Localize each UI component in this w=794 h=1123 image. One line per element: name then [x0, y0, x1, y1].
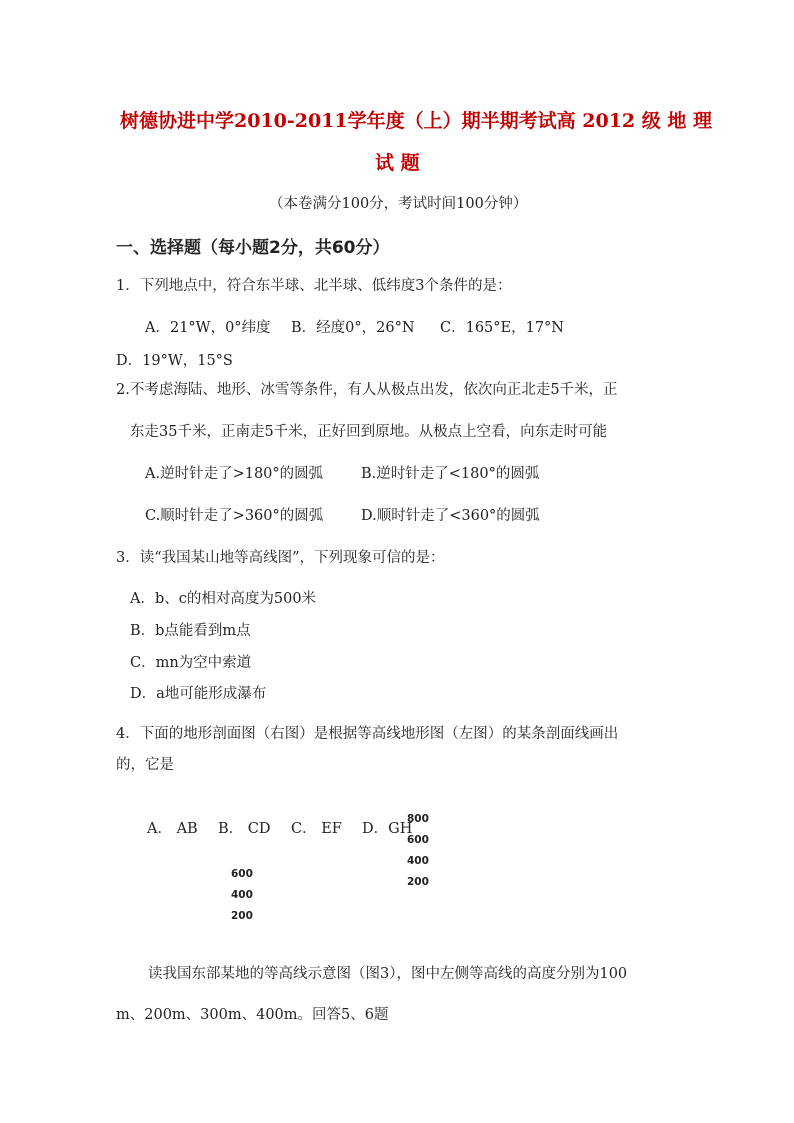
- question-3-stem: 3．读“我国某山地等高线图”，下列现象可信的是：: [116, 550, 445, 566]
- section-heading: 一、选择题（每小题2分，共60分）: [116, 238, 390, 258]
- page-title: 树德协进中学2010-2011学年度（上）期半期考试高 2012 级 地 理: [120, 110, 712, 132]
- profile-label-800: 800: [407, 813, 429, 825]
- question-1-option-a: A．21°W，0°纬度: [145, 320, 271, 336]
- question-4-option-d: D．GH: [362, 821, 413, 837]
- question-3-option-b: B．b点能看到m点: [130, 623, 251, 639]
- question-4-option-c: C． EF: [291, 821, 342, 837]
- question-3-option-c: C．mn为空中索道: [130, 655, 252, 671]
- exam-info: （本卷满分100分，考试时间100分钟）: [269, 196, 528, 212]
- question-2-option-a: A.逆时针走了>180°的圆弧: [145, 466, 324, 482]
- question-2-option-b: B.逆时针走了<180°的圆弧: [361, 466, 540, 482]
- question-1-option-c: C．165°E，17°N: [440, 320, 564, 336]
- question-4-stem-cont: 的，它是: [116, 757, 174, 773]
- question-4-option-a: A． AB: [147, 821, 198, 837]
- question-4-stem: 4．下面的地形剖面图（右图）是根据等高线地形图（左图）的某条剖面线画出: [116, 726, 619, 742]
- question-2-stem-cont: 东走35千米，正南走5千米，正好回到原地。从极点上空看，向东走时可能: [130, 424, 608, 440]
- question-1-stem: 1．下列地点中，符合东半球、北半球、低纬度3个条件的是：: [116, 278, 512, 294]
- question-1-option-b: B．经度0°，26°N: [291, 320, 415, 336]
- profile-label-200: 200: [407, 876, 429, 888]
- profile-label-600: 600: [407, 834, 429, 846]
- question-2-option-d: D.顺时针走了<360°的圆弧: [361, 508, 540, 524]
- question-4-option-b: B． CD: [218, 821, 271, 837]
- question-2-option-c: C.顺时针走了>360°的圆弧: [145, 508, 324, 524]
- contour-label-200: 200: [231, 910, 253, 922]
- question-3-option-d: D．a地可能形成瀑布: [130, 686, 267, 702]
- profile-label-400: 400: [407, 855, 429, 867]
- contour-label-600: 600: [231, 868, 253, 880]
- question-3-option-a: A．b、c的相对高度为500米: [130, 591, 317, 607]
- question-1-option-d: D．19°W，15°S: [116, 353, 233, 369]
- page-title-line2: 试 题: [375, 152, 420, 174]
- question-2-stem: 2.不考虑海陆、地形、冰雪等条件，有人从极点出发，依次向正北走5千米，正: [116, 382, 618, 398]
- passage-line-1: 读我国东部某地的等高线示意图（图3），图中左侧等高线的高度分别为100: [148, 966, 628, 982]
- contour-label-400: 400: [231, 889, 253, 901]
- passage-line-2: m、200m、300m、400m。回答5、6题: [116, 1007, 389, 1023]
